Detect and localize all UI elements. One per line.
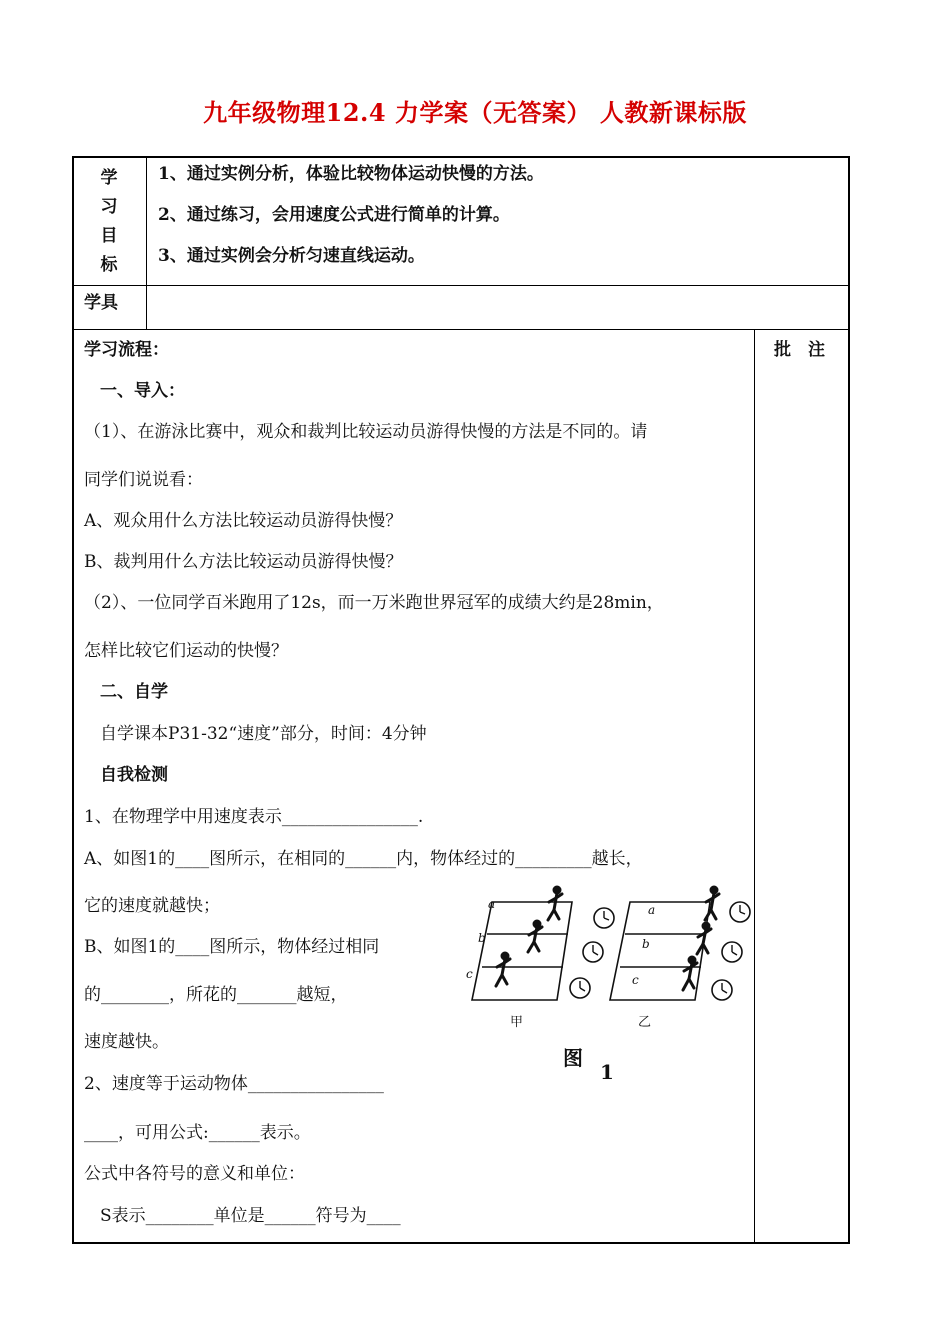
figure-left-label: 甲 xyxy=(510,1015,524,1030)
selfstudy-instruction: 自学课本P31-32“速度”部分，时间：4分钟 xyxy=(100,724,427,744)
figure-caption-line-2: 1 xyxy=(600,1060,614,1084)
col-divider-label xyxy=(146,156,147,330)
lane-label-left-a: a xyxy=(488,897,496,911)
objectives-label-char: 习 xyxy=(100,197,118,217)
question-1-line-1: （1）、在游泳比赛中，观众和裁判比较运动员游得快慢的方法是不同的。请 xyxy=(84,422,648,442)
check-item-4: S表示________单位是______符号为____ xyxy=(100,1206,401,1226)
question-2-line-1: （2）、一位同学百米跑用了12s，而一万米跑世界冠军的成绩大约是28min， xyxy=(84,593,664,613)
check-item-b-line-1: B、如图1的____图所示，物体经过相同 xyxy=(84,937,380,957)
objective-2: 2、通过练习，会用速度公式进行简单的计算。 xyxy=(158,205,510,225)
check-item-b-line-3: 速度越快。 xyxy=(84,1032,169,1052)
notes-label: 批 注 xyxy=(774,340,825,360)
row-divider-tools xyxy=(72,329,850,330)
check-item-b-line-2: 的________，所花的_______越短， xyxy=(84,985,348,1005)
figure-caption-line-1: 图 xyxy=(563,1046,583,1070)
objective-3: 3、通过实例会分析匀速直线运动。 xyxy=(158,246,425,266)
check-item-a-line-1: A、如图1的____图所示，在相同的______内，物体经过的_________越长， xyxy=(84,849,643,869)
objective-1: 1、通过实例分析，体验比较物体运动快慢的方法。 xyxy=(158,164,544,184)
question-1-line-2: 同学们说说看： xyxy=(84,470,203,490)
objectives-label xyxy=(94,164,124,280)
objectives-label-char: 目 xyxy=(100,226,118,246)
figure-1-running-lanes xyxy=(462,880,754,1052)
objectives-label-char: 学 xyxy=(100,168,118,188)
check-item-2-line-2: ____，可用公式:______表示。 xyxy=(84,1123,311,1143)
question-b: B、裁判用什么方法比较运动员游得快慢？ xyxy=(84,552,403,572)
section-intro-title: 一、导入： xyxy=(100,381,185,401)
check-item-a-line-2: 它的速度就越快； xyxy=(84,896,220,916)
section-selfstudy-title: 二、自学 xyxy=(100,682,168,702)
check-item-1: 1、在物理学中用速度表示________________. xyxy=(84,807,424,827)
lane-label-right-b: b xyxy=(642,937,650,951)
lane-label-left-b: b xyxy=(478,931,486,945)
col-divider-notes xyxy=(754,329,755,1244)
question-a: A、观众用什么方法比较运动员游得快慢？ xyxy=(84,511,403,531)
figure-right-label: 乙 xyxy=(638,1015,652,1030)
page-title: 九年级物理12.4 力学案（无答案） 人教新课标版 xyxy=(203,98,747,127)
check-item-2-line-1: 2、速度等于运动物体________________ xyxy=(84,1074,384,1094)
tools-label: 学具 xyxy=(84,293,118,313)
check-item-3: 公式中各符号的意义和单位： xyxy=(84,1164,305,1184)
flow-label: 学习流程： xyxy=(84,340,169,360)
lane-label-right-c: c xyxy=(632,973,639,987)
self-check-title: 自我检测 xyxy=(100,765,168,785)
row-divider-objectives xyxy=(72,285,850,286)
lane-label-left-c: c xyxy=(466,967,473,981)
objectives-label-char: 标 xyxy=(100,255,118,275)
lane-label-right-a: a xyxy=(648,903,656,917)
question-2-line-2: 怎样比较它们运动的快慢？ xyxy=(84,641,288,661)
